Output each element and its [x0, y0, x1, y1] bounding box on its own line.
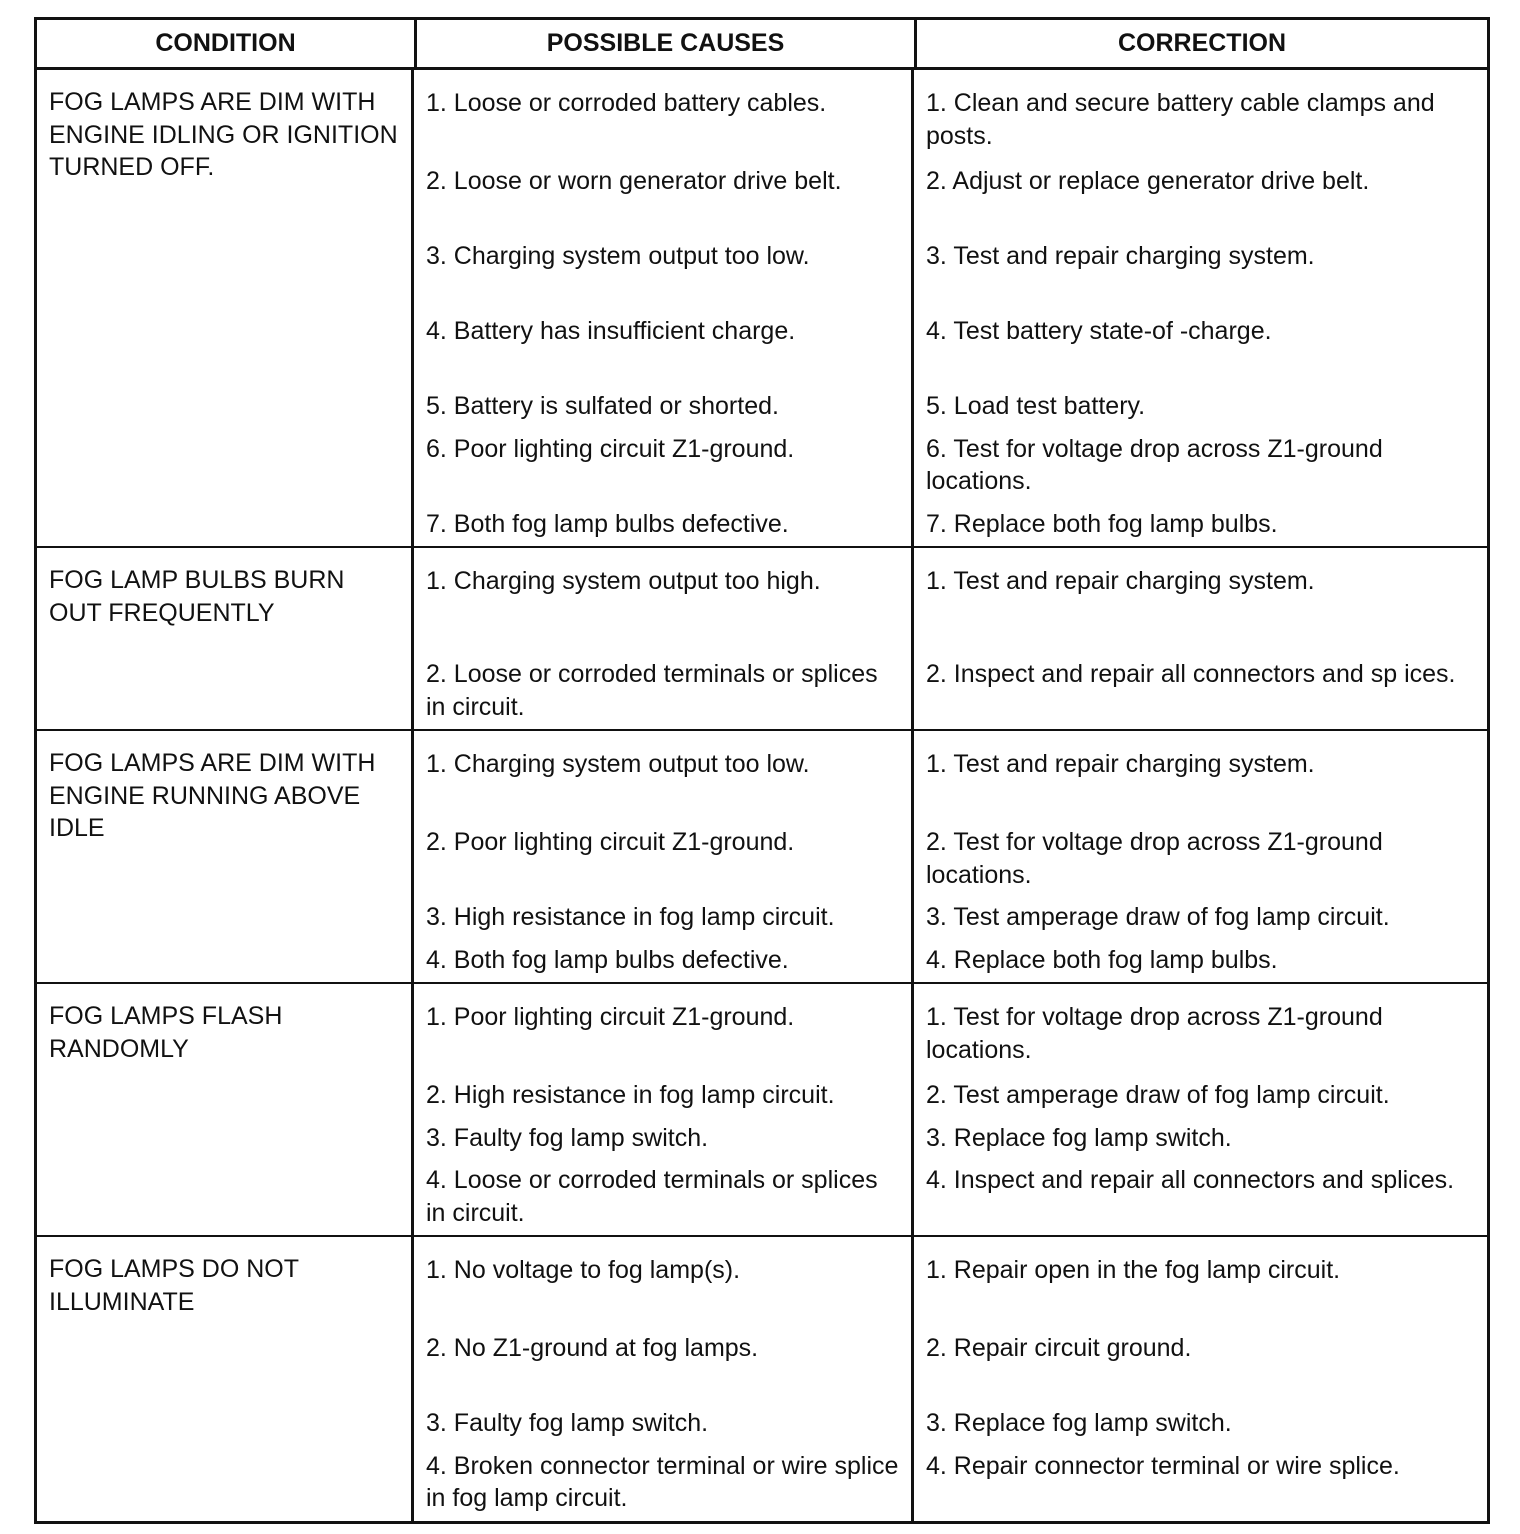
correction-item: 6. Test for voltage drop across Z1-ground locations. — [926, 434, 1383, 495]
causes-cell — [414, 984, 914, 1235]
cause-item: 4. Loose or corroded terminals or splices in circuit. — [426, 1166, 878, 1227]
table-header — [37, 20, 1487, 70]
causes-cell — [414, 1237, 914, 1521]
correction-item: 2. Inspect and repair all connectors and sp ices. — [926, 660, 1456, 688]
cause-item: 7. Both fog lamp bulbs defective. — [426, 509, 789, 538]
cause-item: 6. Poor lighting circuit Z1-ground. — [426, 434, 795, 463]
cause-item: 4. Broken connector terminal or wire splice in fog lamp circuit. — [426, 1451, 899, 1512]
cause-item: 4. Both fog lamp bulbs defective. — [426, 945, 789, 974]
cause-item: 2. Loose or corroded terminals or splices in circuit. — [426, 660, 878, 721]
correction-item: 4. Replace both fog lamp bulbs. — [926, 945, 1278, 974]
cause-item: 2. Poor lighting circuit Z1-ground. — [426, 828, 795, 856]
condition-cell: FOG LAMPS DO NOT ILLUMINATE — [37, 1237, 414, 1521]
correction-item: 1. Test for voltage drop across Z1-ground locations. — [926, 1003, 1383, 1064]
cause-item: 5. Battery is sulfated or shorted. — [426, 392, 779, 420]
header-correction: CORRECTION — [1117, 29, 1287, 57]
correction-item: 4. Inspect and repair all connectors and splices. — [926, 1166, 1455, 1194]
cause-item: 1. Charging system output too high. — [426, 567, 821, 595]
causes-cell — [414, 70, 914, 546]
causes-cell — [414, 731, 914, 982]
cause-item: 2. No Z1-ground at fog lamps. — [426, 1334, 759, 1362]
cause-item: 1. Poor lighting circuit Z1-ground. — [426, 1003, 795, 1031]
correction-item: 2. Test for voltage drop across Z1-ground locations. — [926, 828, 1383, 889]
cause-item: 1. No voltage to fog lamp(s). — [426, 1256, 741, 1284]
correction-item: 2. Repair circuit ground. — [926, 1334, 1192, 1362]
correction-item: 3. Test and repair charging system. — [926, 242, 1315, 270]
cause-item: 3. Faulty fog lamp switch. — [426, 1123, 709, 1152]
header-possible-causes: POSSIBLE CAUSES — [417, 20, 917, 67]
correction-item: 5. Load test battery. — [926, 392, 1146, 420]
correction-item: 1. Clean and secure battery cable clamps and posts. — [926, 89, 1435, 150]
condition-cell: FOG LAMPS ARE DIM WITH ENGINE IDLING OR IGNITION TURNED OFF. — [37, 70, 414, 546]
correction-item: 2. Test amperage draw of fog lamp circuit. — [926, 1081, 1390, 1109]
correction-item: 3. Test amperage draw of fog lamp circuit. — [926, 903, 1390, 931]
table-row — [37, 731, 1487, 984]
correction-cell — [914, 1237, 1487, 1521]
table-row — [37, 548, 1487, 731]
condition-cell: FOG LAMPS FLASH RANDOMLY — [37, 984, 414, 1235]
troubleshooting-table — [34, 17, 1490, 1524]
correction-cell — [914, 548, 1487, 729]
correction-item: 2. Adjust or replace generator drive belt. — [926, 167, 1370, 195]
table-row — [37, 1237, 1487, 1521]
condition-cell: FOG LAMP BULBS BURN OUT FREQUENTLY — [37, 548, 414, 729]
header-condition: CONDITION — [37, 20, 417, 67]
correction-item: 1. Repair open in the fog lamp circuit. — [926, 1256, 1341, 1284]
correction-item: 3. Replace fog lamp switch. — [926, 1123, 1232, 1152]
condition-cell: FOG LAMPS ARE DIM WITH ENGINE RUNNING ABOVE IDLE — [37, 731, 414, 982]
correction-cell — [914, 984, 1487, 1235]
table-row — [37, 70, 1487, 548]
correction-cell — [914, 70, 1487, 546]
correction-item: 7. Replace both fog lamp bulbs. — [926, 509, 1278, 538]
cause-item: 3. Charging system output too low. — [426, 242, 810, 270]
cause-item: 2. Loose or worn generator drive belt. — [426, 167, 842, 195]
table-body — [37, 70, 1487, 1521]
correction-item: 4. Test battery state-of -charge. — [926, 317, 1272, 345]
cause-item: 2. High resistance in fog lamp circuit. — [426, 1081, 835, 1109]
causes-cell — [414, 548, 914, 729]
cause-item: 4. Battery has insufficient charge. — [426, 317, 796, 345]
table-row — [37, 984, 1487, 1237]
cause-item: 3. Faulty fog lamp switch. — [426, 1409, 709, 1437]
correction-item: 1. Test and repair charging system. — [926, 750, 1315, 778]
correction-item: 4. Repair connector terminal or wire splice. — [926, 1451, 1400, 1480]
correction-item: 3. Replace fog lamp switch. — [926, 1409, 1232, 1437]
correction-cell — [914, 731, 1487, 982]
cause-item: 1. Charging system output too low. — [426, 750, 810, 778]
cause-item: 1. Loose or corroded battery cables. — [426, 89, 827, 117]
cause-item: 3. High resistance in fog lamp circuit. — [426, 903, 835, 931]
correction-item: 1. Test and repair charging system. — [926, 567, 1315, 595]
